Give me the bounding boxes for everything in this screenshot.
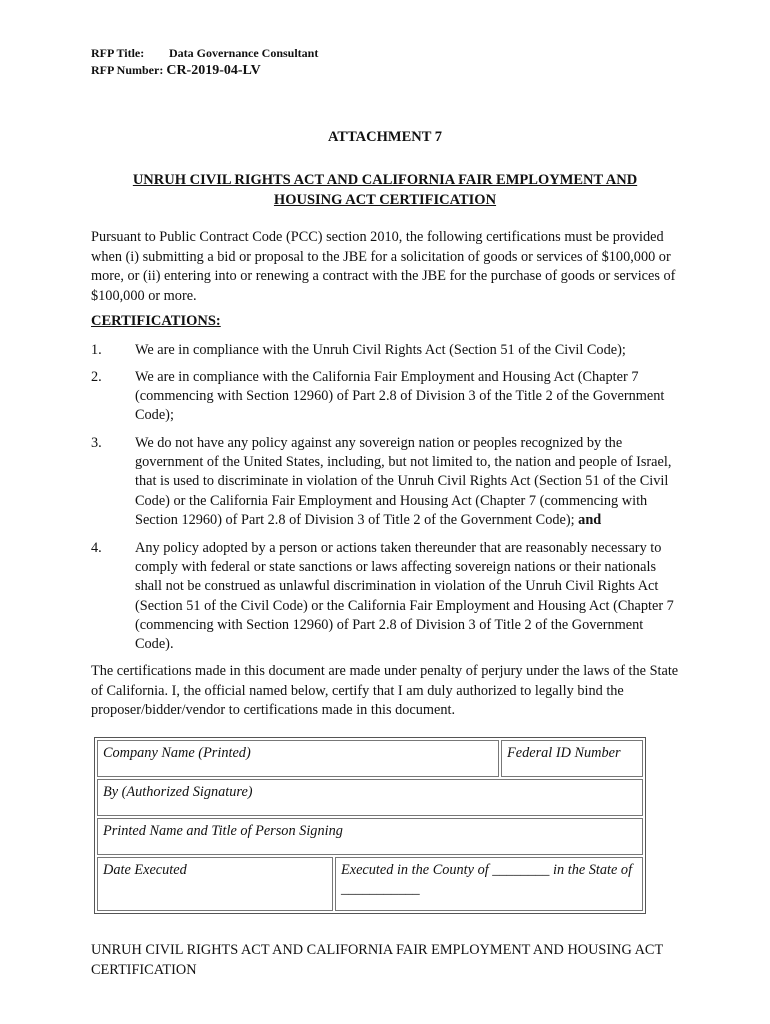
company-name-field[interactable] [97,740,499,777]
certifications-heading: CERTIFICATIONS: [91,313,221,329]
certification-number: 3. [91,435,102,451]
certification-number: 4. [91,540,102,556]
federal-id-label: Federal ID Number [507,745,621,761]
county-state-label: Executed in the County of ________ in the State of ___________ [341,862,633,897]
rfp-number-label: RFP Number: [91,63,164,77]
authorized-signature-field[interactable] [97,779,643,816]
certification-text [135,434,681,530]
document-title: UNRUH CIVIL RIGHTS ACT AND CALIFORNIA FAIR EMPLOYMENT AND HOUSING ACT CERTIFICATION [132,172,638,208]
certification-body: We do not have any policy against any sovereign nation or peoples recognized by the government of the United States, including, but not limited to, the nation and people of Israel, that is used to discriminate in violation of the Unruh Civil Rights Act (Section 51 of the Civil Code) or the California Fair Employment and Housing Act (Chapter 7 (commencing with Section 12960) of Part 2.8 of Division 3 of Title 2 of the Government Code); [135,435,672,528]
certification-text [135,368,681,426]
certification-body: We are in compliance with the Unruh Civil Rights Act (Section 51 of the Civil Code); [135,342,626,358]
rfp-title-label: RFP Title: [91,46,145,60]
authorized-signature-label: By (Authorized Signature) [103,784,253,800]
county-state-field[interactable] [335,857,643,911]
certification-number: 2. [91,369,102,385]
rfp-title-value: Data Governance Consultant [169,46,319,60]
printed-name-field[interactable] [97,818,643,855]
closing-paragraph: The certifications made in this document are made under penalty of perjury under the laws of the State of California. I, the official named below, certify that I am duly authorized to legally bind the proposer/bidder/vendor to certifications made in this document. [91,663,679,718]
certification-number: 1. [91,342,102,358]
certification-conjunction: and [578,511,602,528]
federal-id-field[interactable] [501,740,643,777]
certification-body: We are in compliance with the California Fair Employment and Housing Act (Chapter 7 (commencing with Section 12960) of Part 2.8 of Division 3 of the Title 2 of the Government Code); [135,369,665,424]
certification-text [135,539,681,654]
certification-body: Any policy adopted by a person or actions taken thereunder that are reasonably necessary to comply with federal or state sanctions or laws affecting sovereign nations or their nationals shall not be construed as unlawful discrimination in violation of the Unruh Civil Rights Act (Section 51 of the Civil Code) or the California Fair Employment and Housing Act (Chapter 7 (commencing with Section 12960) of Part 2.8 of Division 3 of Title 2 of the Government Code). [135,540,674,653]
printed-name-label: Printed Name and Title of Person Signing [103,823,343,839]
rfp-number-value: CR-2019-04-LV [166,63,261,78]
signature-table [94,737,646,914]
date-executed-label: Date Executed [103,862,187,878]
certification-text [135,341,681,360]
company-name-label: Company Name (Printed) [103,745,251,761]
attachment-heading: ATTACHMENT 7 [328,129,442,145]
date-executed-field[interactable] [97,857,333,911]
footer-title: UNRUH CIVIL RIGHTS ACT AND CALIFORNIA FAIR EMPLOYMENT AND HOUSING ACT CERTIFICATION [91,942,663,978]
intro-paragraph: Pursuant to Public Contract Code (PCC) section 2010, the following certifications must be provided when (i) submitting a bid or proposal to the JBE for a solicitation of goods or services of $100,000 or more, or (ii) entering into or renewing a contract with the JBE for the purchase of goods or services of $100,000 or more. [91,229,676,304]
rfp-number-line [91,63,261,78]
rfp-title-line [91,46,318,61]
